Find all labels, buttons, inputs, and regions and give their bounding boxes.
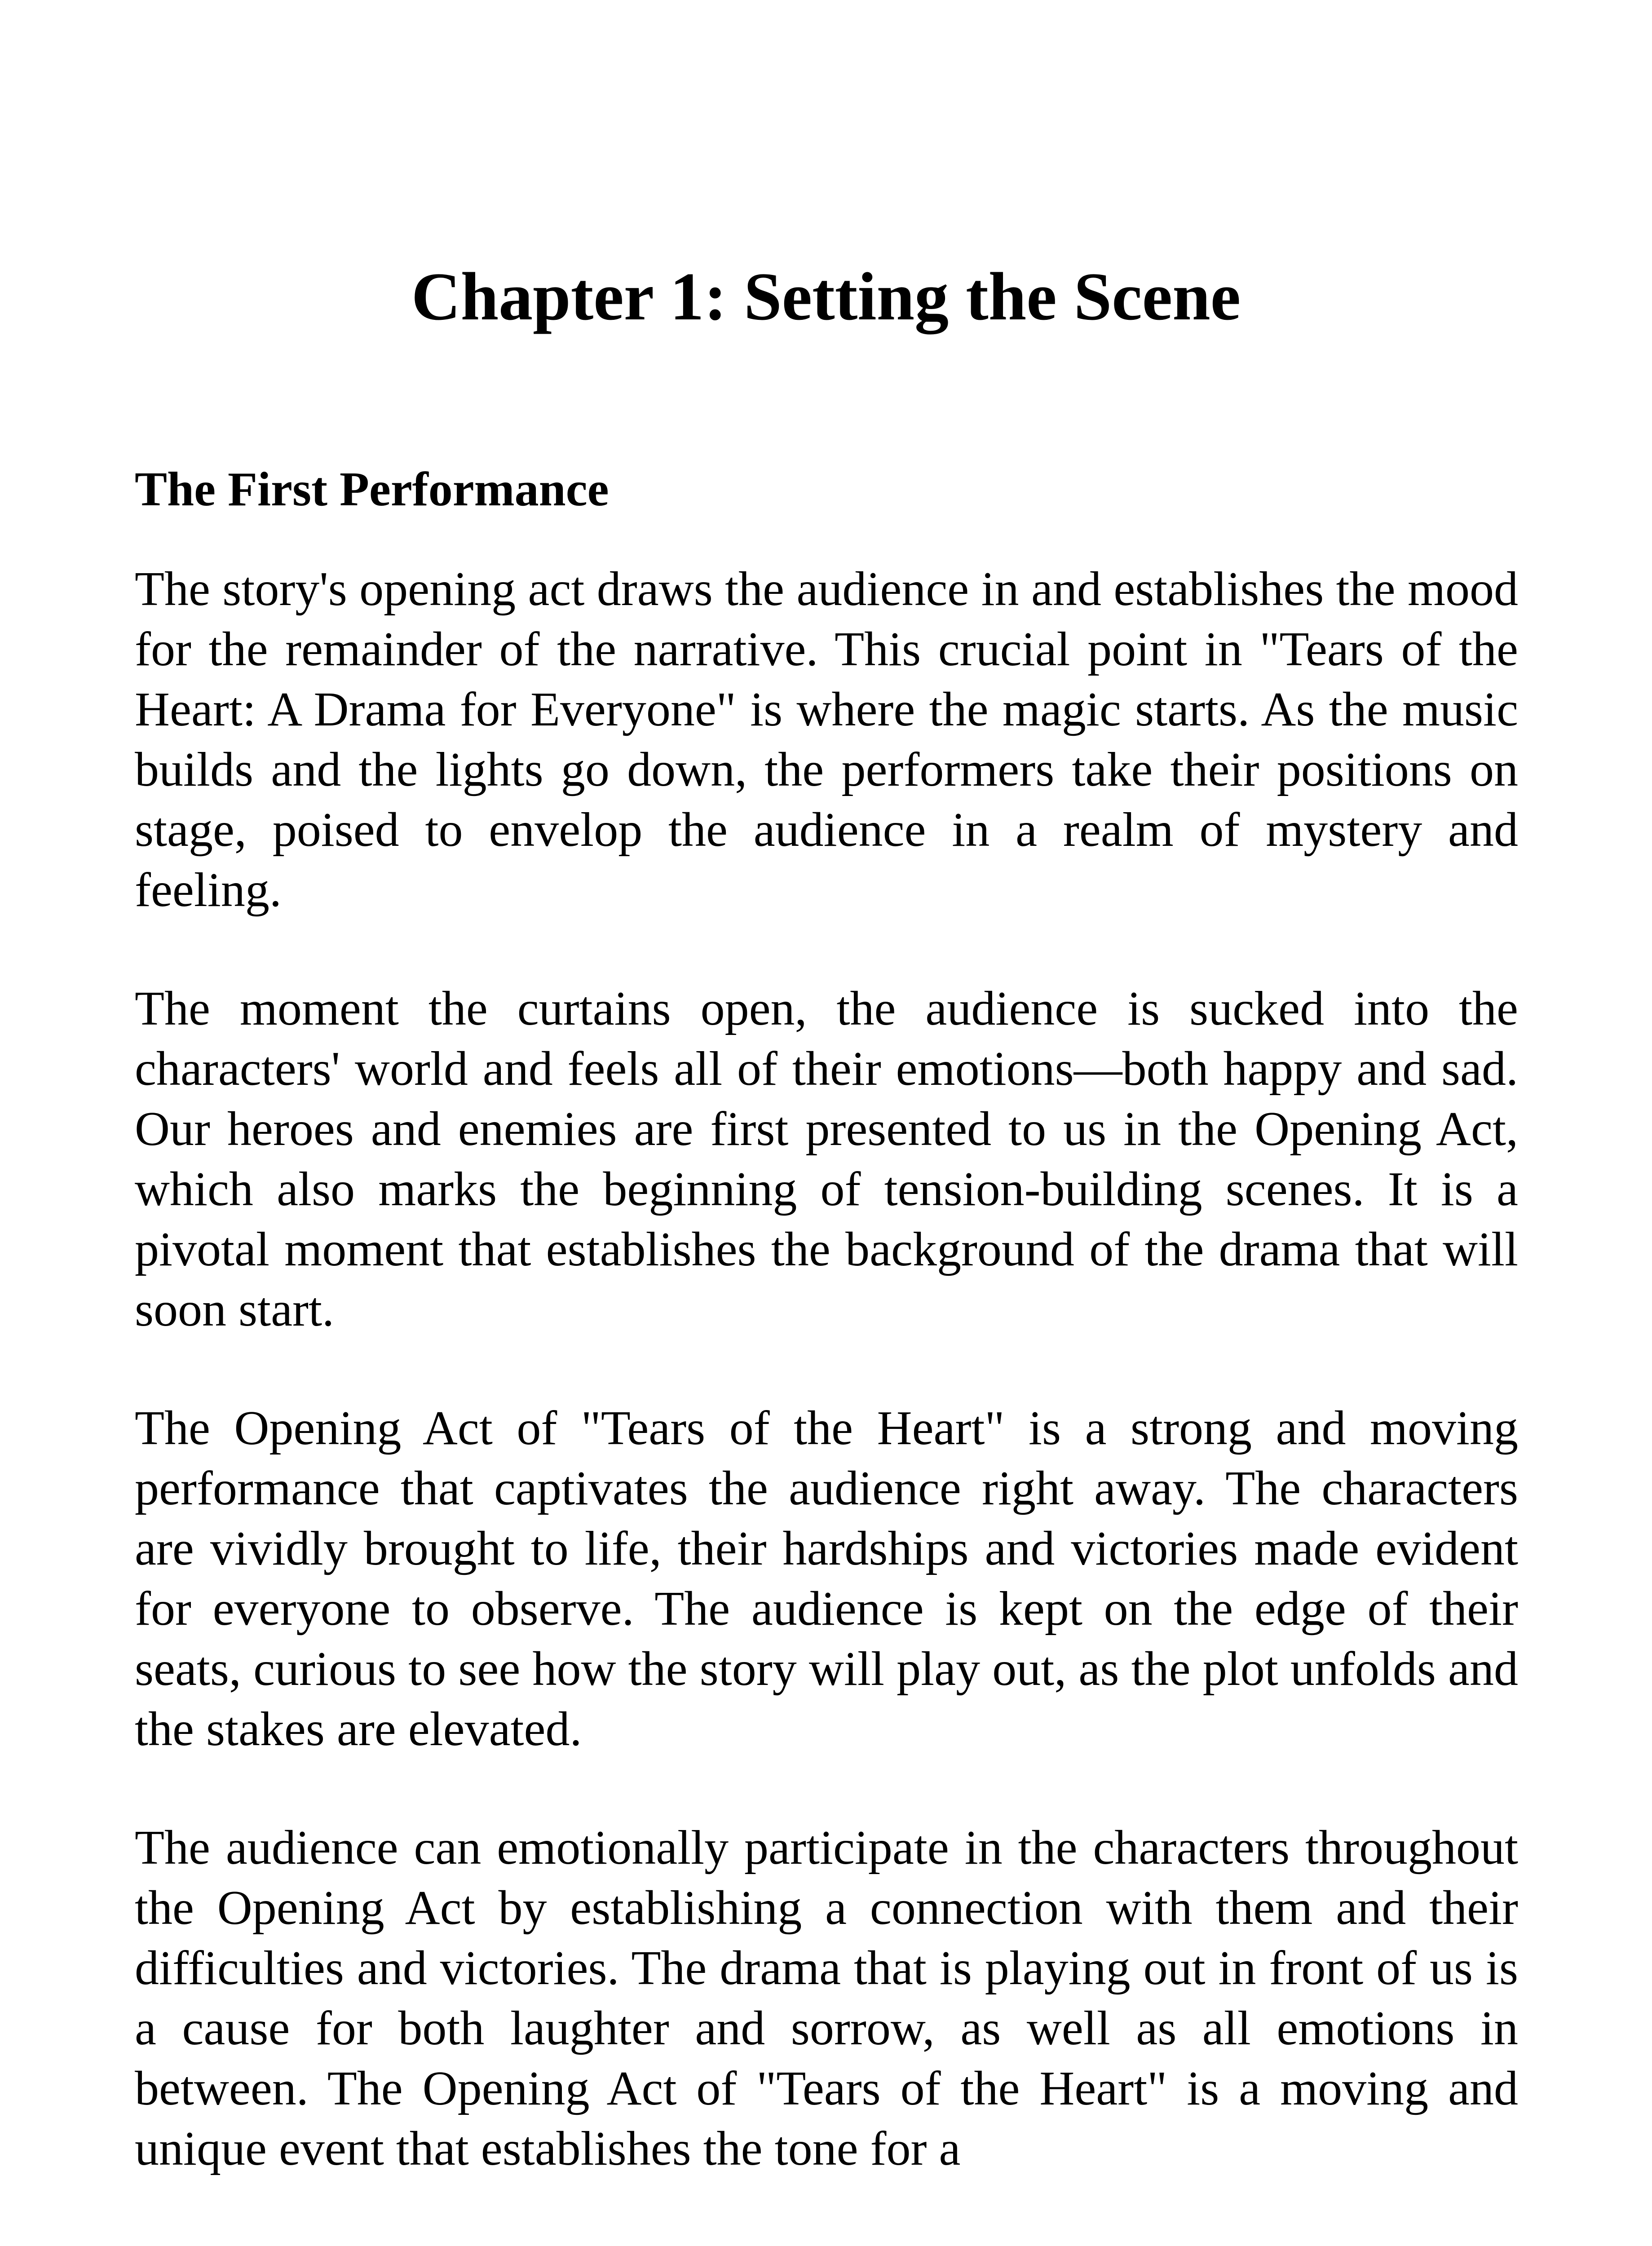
paragraph-3: The Opening Act of "Tears of the Heart" is a strong and moving performance that captivates the audience right away. The characters are vividly brought to life, their hardships and victories made evident for everyone to observe. The audience is kept on the edge of their seats, curious to see how the story will play out, as the plot unfolds and the stakes are elevated. [135, 1402, 1518, 1756]
section-heading: The First Performance [135, 463, 609, 516]
paragraph-2: The moment the curtains open, the audience is sucked into the characters' world and feels all of their emotions—both happy and sad. Our heroes and enemies are first presented to us in the Opening Act, which also marks the beginning of tension-building scenes. It is a pivotal moment that establishes the background of the drama that will soon start. [135, 982, 1518, 1336]
paragraph-1: The story's opening act draws the audience in and establishes the mood for the remainder of the narrative. This crucial point in "Tears of the Heart: A Drama for Everyone" is where the magic starts. As the music builds and the lights go down, the performers take their positions on stage, poised to envelop the audience in a realm of mystery and feeling. [135, 562, 1518, 917]
body-text [135, 559, 1518, 2237]
chapter-title: Chapter 1: Setting the Scene [411, 259, 1241, 334]
paragraph-4: The audience can emotionally participate in the characters throughout the Opening Act by establishing a connection with them and their difficulties and victories. The drama that is playing out in front of us is a cause for both laughter and sorrow, as well as all emotions in between. The Opening Act of "Tears of the Heart" is a moving and unique event that establishes the tone for a [135, 1821, 1518, 2175]
